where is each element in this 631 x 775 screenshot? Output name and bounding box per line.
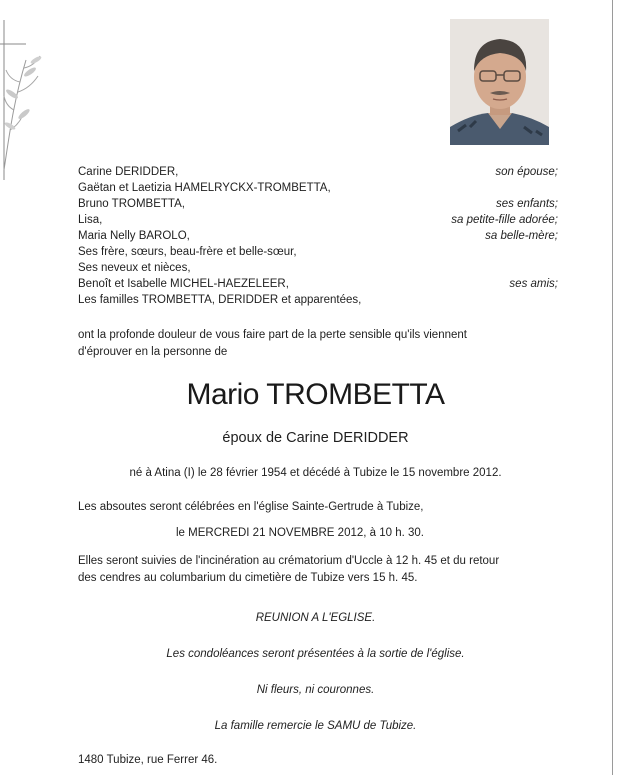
- family-member-name: Bruno TROMBETTA,: [78, 198, 185, 210]
- family-member-role: ses amis;: [509, 278, 558, 290]
- list-item: [78, 260, 558, 276]
- intro-line-1: ont la profonde douleur de vous faire part de la perte sensible qu'ils viennent: [78, 329, 467, 341]
- thanks-note: La famille remercie le SAMU de Tubize.: [214, 720, 417, 732]
- family-member-role: son épouse;: [495, 166, 558, 178]
- ceremony-date: le MERCREDI 21 NOVEMBRE 2012, à 10 h. 30.: [176, 527, 424, 539]
- deceased-name: Mario TROMBETTA: [186, 378, 445, 411]
- spouse-line: époux de Carine DERIDDER: [222, 430, 409, 446]
- family-member-name: Les familles TROMBETTA, DERIDDER et apparentées,: [78, 294, 362, 306]
- portrait-photo: [450, 19, 549, 145]
- list-item: [78, 180, 558, 196]
- family-member-role: sa petite-fille adorée;: [451, 214, 558, 226]
- family-member-name: Maria Nelly BAROLO,: [78, 230, 190, 242]
- family-member-role: ses enfants;: [495, 198, 558, 210]
- list-item: [78, 196, 558, 212]
- cremation-line-2: des cendres au columbarium du cimetière de Tubize vers 15 h. 45.: [78, 572, 418, 584]
- address: 1480 Tubize, rue Ferrer 46.: [78, 754, 218, 766]
- reunion-note: REUNION A L'EGLISE.: [255, 612, 376, 624]
- intro-line-2: d'éprouver en la personne de: [78, 346, 228, 358]
- list-item: [78, 164, 558, 180]
- family-list: [78, 164, 558, 308]
- family-member-name: Carine DERIDDER,: [78, 166, 179, 178]
- list-item: [78, 292, 558, 308]
- family-member-name: Lisa,: [78, 214, 103, 226]
- cremation-line-1: Elles seront suivies de l'incinération au crématorium d'Uccle à 12 h. 45 et du retour: [78, 555, 500, 567]
- ceremony-line-1: Les absoutes seront célébrées en l'église Sainte-Gertrude à Tubize,: [78, 501, 424, 513]
- list-item: [78, 244, 558, 260]
- list-item: [78, 276, 558, 292]
- family-member-name: Gaëtan et Laetizia HAMELRYCKX-TROMBETTA,: [78, 182, 331, 194]
- no-flowers-note: Ni fleurs, ni couronnes.: [256, 684, 375, 696]
- list-item: [78, 212, 558, 228]
- family-member-name: Ses frère, sœurs, beau-frère et belle-sœur,: [78, 246, 297, 258]
- condolences-note: Les condoléances seront présentées à la sortie de l'église.: [166, 648, 465, 660]
- wheat-cross-icon: [0, 20, 46, 180]
- list-item: [78, 228, 558, 244]
- family-member-name: Ses neveux et nièces,: [78, 262, 191, 274]
- family-member-name: Benoît et Isabelle MICHEL-HAEZELEER,: [78, 278, 289, 290]
- birth-death-line: né à Atina (I) le 28 février 1954 et décédé à Tubize le 15 novembre 2012.: [129, 467, 502, 479]
- family-member-role: sa belle-mère;: [485, 230, 558, 242]
